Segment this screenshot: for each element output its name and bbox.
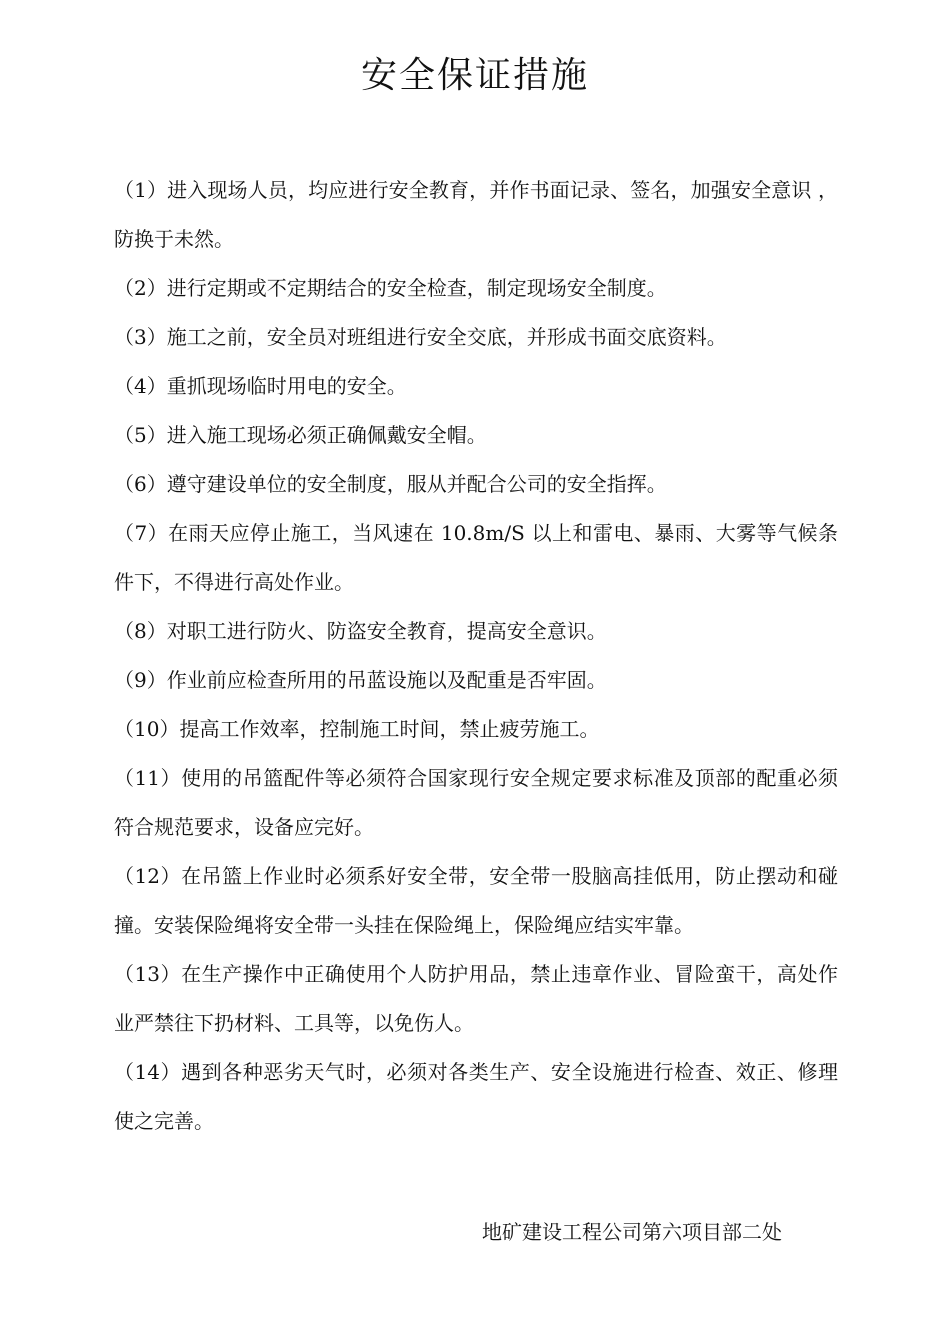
- measures-list: [114, 166, 838, 1146]
- measure-item-13: （13）在生产操作中正确使用个人防护用品，禁止违章作业、冒险蛮干，高处作业严禁往下扔材料、工具等，以免伤人。: [114, 962, 838, 1035]
- measure-item-9: （9）作业前应检查所用的吊蓝设施以及配重是否牢固。: [114, 668, 607, 692]
- measure-item-10: （10）提高工作效率，控制施工时间，禁止疲劳施工。: [114, 717, 600, 741]
- measure-item-14: （14）遇到各种恶劣天气时，必须对各类生产、安全设施进行检查、效正、修理使之完善。: [114, 1060, 838, 1133]
- document-title: 安全保证措施: [360, 55, 589, 96]
- measure-item-7: （7）在雨天应停止施工，当风速在 10.8m/S 以上和雷电、暴雨、大雾等气候条件下，不得进行高处作业。: [114, 521, 838, 594]
- measure-item-5: （5）进入施工现场必须正确佩戴安全帽。: [114, 423, 487, 447]
- measure-item-11: （11）使用的吊篮配件等必须符合国家现行安全规定要求标准及顶部的配重必须符合规范要求，设备应完好。: [114, 766, 838, 839]
- measure-item-4: （4）重抓现场临时用电的安全。: [114, 374, 407, 398]
- measure-item-12: （12）在吊篮上作业时必须系好安全带，安全带一股脑高挂低用，防止摆动和碰撞。安装保险绳将安全带一头挂在保险绳上，保险绳应结实牢靠。: [114, 864, 838, 937]
- document-signature: 地矿建设工程公司第六项目部二处: [482, 1220, 782, 1244]
- measure-item-1: （1）进入现场人员，均应进行安全教育，并作书面记录、签名，加强安全意识 ，防换于未然。: [114, 178, 838, 251]
- measure-item-2: （2）进行定期或不定期结合的安全检查，制定现场安全制度。: [114, 276, 667, 300]
- measure-item-8: （8）对职工进行防火、防盗安全教育，提高安全意识。: [114, 619, 607, 643]
- measure-item-3: （3）施工之前，安全员对班组进行安全交底，并形成书面交底资料。: [114, 325, 727, 349]
- measure-item-6: （6）遵守建设单位的安全制度，服从并配合公司的安全指挥。: [114, 472, 667, 496]
